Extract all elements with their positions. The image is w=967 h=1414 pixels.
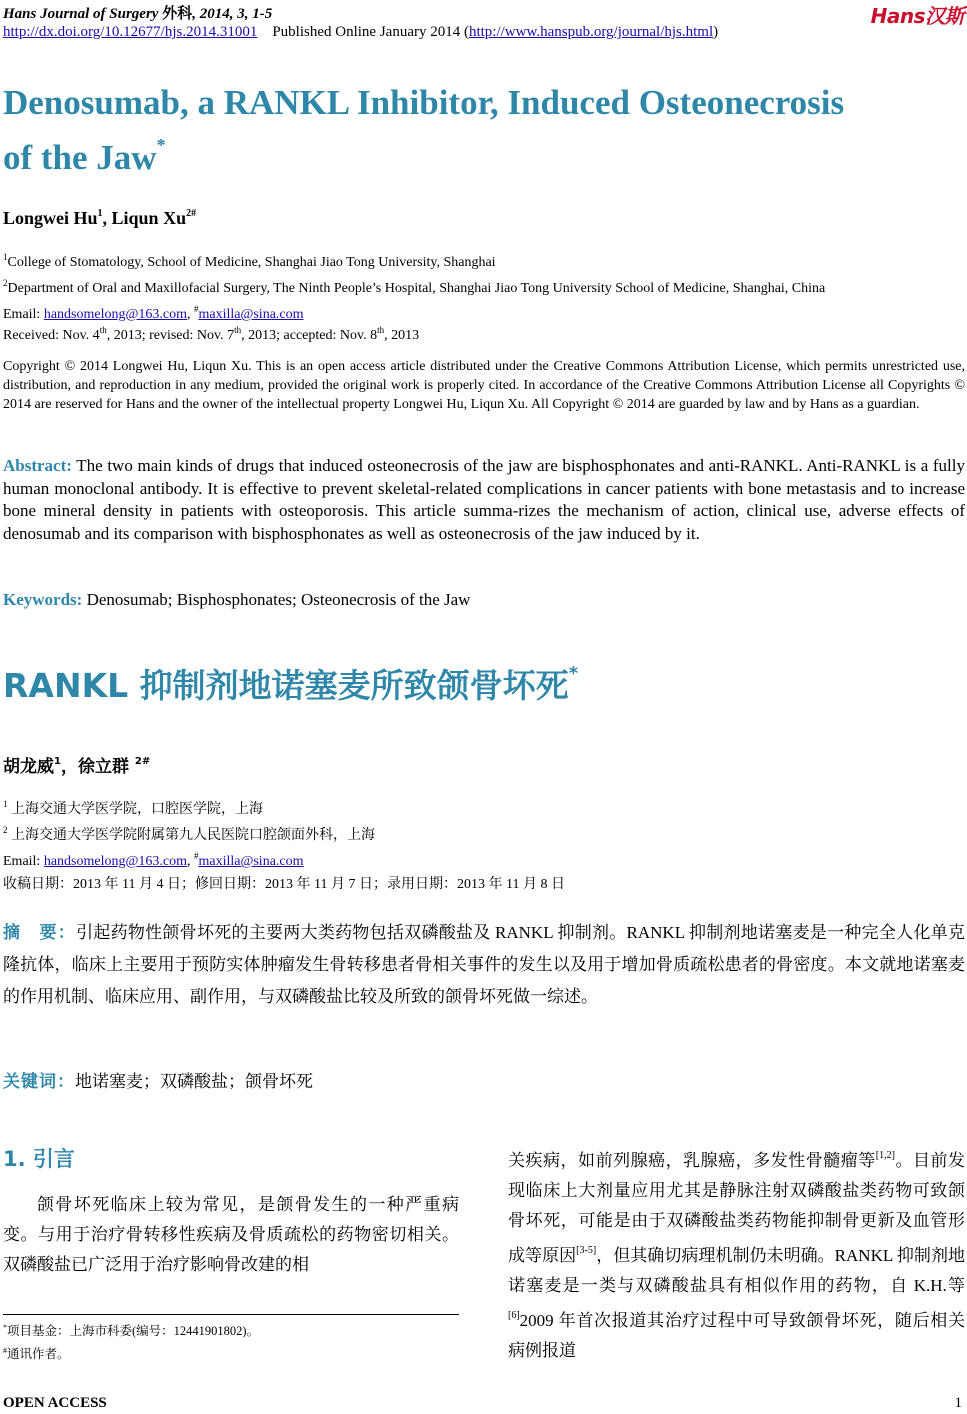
author-2-sup: 2# <box>186 208 197 219</box>
aff1-sup: 1 <box>3 252 8 262</box>
keywords-cn-text: 地诺塞麦；双磷酸盐；颌骨坏死 <box>75 1072 313 1091</box>
keywords-en <box>3 590 470 610</box>
revised-date: , 2013; revised: Nov. 7 <box>106 328 235 343</box>
citation-3: [6] <box>508 1310 520 1321</box>
abstract-cn-text: 引起药物性颌骨坏死的主要两大类药物包括双磷酸盐及 RANKL 抑制剂。RANKL 抑制剂地诺塞麦是一种完全人化单克隆抗体，临床上主要用于预防实体肿瘤发生骨转移患者骨相关事件的发生以及用于增加骨质疏松患者的骨密度。本文就地诺塞麦的作用机制、临床应用、副作用，与双磷酸盐比较及所致的颌骨坏死做一综述。 <box>3 923 966 1006</box>
citation-2: [3-5] <box>576 1245 597 1256</box>
intro-text-2: 。目前发现临床上大剂量应用尤其是静脉注射双磷酸盐类药物可致颌骨坏死，可能是由于双磷酸盐类药物能抑制骨更新及血管形成等原因 <box>508 1151 966 1265</box>
author-cn-2: 徐立群 <box>77 757 129 777</box>
author-2: Liqun Xu <box>111 208 187 228</box>
email-label: Email: <box>3 307 44 322</box>
affiliations-en <box>3 247 965 325</box>
footnote-1-mark: * <box>3 1323 7 1332</box>
email-cn-sep: , <box>186 854 194 869</box>
received-date: Received: Nov. 4 <box>3 328 100 343</box>
affiliation-cn-2: 上海交通大学医学院附属第九人民医院口腔颌面外科，上海 <box>11 828 375 843</box>
aff-cn-1-sup: 1 <box>3 799 8 809</box>
abstract-en <box>3 455 965 545</box>
keywords-cn <box>3 1067 313 1092</box>
footnote-corresponding: 通讯作者。 <box>7 1347 70 1361</box>
abstract-text: The two main kinds of drugs that induced osteonecrosis of the jaw are bisphosphonates and anti-RANKL. Anti-RANKL is a fully human monoclonal antibody. It is effective to prevent skeletal-related complications in cancer patients with bone metastasis and to increase bone mineral density in patients with osteoporosis. This article summa-rizes the mechanism of action, clinical use, adverse effects of denosumab and its comparison with bisphosphonates as well as osteonecrosis of the jaw induced by it. <box>3 456 965 543</box>
title-cn-text: RANKL 抑制剂地诺塞麦所致颌骨坏死 <box>3 666 569 705</box>
footnote-2-mark: # <box>3 1346 7 1355</box>
aff-cn-2-sup: 2 <box>3 825 8 835</box>
email-link-2[interactable]: maxilla@sina.com <box>198 307 304 322</box>
email-cn-link-1[interactable]: handsomelong@163.com <box>43 854 187 869</box>
email-link-1[interactable]: handsomelong@163.com <box>43 307 187 322</box>
email-cn-link-2[interactable]: maxilla@sina.com <box>198 854 304 869</box>
author-cn-2-sup: 2# <box>134 756 151 767</box>
email-sep: , <box>186 307 194 322</box>
footnote-divider <box>3 1314 459 1315</box>
author-cn-1: 胡龙威 <box>3 757 54 777</box>
author-cn-sep: ， <box>60 757 78 777</box>
title-line-1: Denosumab, a RANKL Inhibitor, Induced Osteonecrosis <box>3 83 845 122</box>
authors-en <box>3 208 196 229</box>
abstract-cn-label: 摘 要： <box>3 923 77 943</box>
open-access-label: OPEN ACCESS <box>3 1395 107 1411</box>
title-cn-mark: * <box>568 663 579 684</box>
abstract-label: Abstract: <box>3 456 72 475</box>
email-cn-label: Email: <box>3 854 44 869</box>
keywords-text: Denosumab; Bisphosphonates; Osteonecrosis of the Jaw <box>82 590 471 609</box>
footnote-funding: 项目基金：上海市科委(编号：12441901802)。 <box>7 1324 260 1338</box>
doi-link[interactable]: http://dx.doi.org/10.12677/hjs.2014.31001 <box>3 24 258 40</box>
email2-sup: # <box>193 304 199 314</box>
dates-cn: 收稿日期：2013 年 11 月 4 日；修回日期：2013 年 11 月 7 日；录用日期：2013 年 11 月 8 日 <box>3 877 565 892</box>
journal-header <box>3 2 272 23</box>
section-heading-intro: 1. 引言 <box>3 1147 75 1171</box>
affiliations-cn <box>3 794 965 872</box>
close-paren: ) <box>713 24 719 40</box>
affiliation-2: Department of Oral and Maxillofacial Surgery, The Ninth People’s Hospital, Shanghai Jiao Tong University School of Medicine, Shanghai, China <box>7 281 826 296</box>
page-number: 1 <box>954 1395 962 1411</box>
footnotes <box>3 1318 259 1364</box>
published-date: Published Online January 2014 ( <box>272 24 469 40</box>
intro-text-3: ，但其确切病理机制仍未明确。RANKL 抑制剂地诺塞麦是一类与双磷酸盐具有相似作用的药物，自 K.H.等 <box>508 1246 965 1295</box>
affiliation-1: College of Stomatology, School of Medicine, Shanghai Jiao Tong University, Shanghai <box>7 255 496 270</box>
journal-name-cn: 外科 <box>162 6 193 22</box>
date-sup-2: th <box>234 325 242 335</box>
title-line-2: of the Jaw <box>3 138 157 177</box>
intro-left-column: 颌骨坏死临床上较为常见，是颌骨发生的一种严重病变。与用于治疗骨转移性疾病及骨质疏松的药物密切相关。双磷酸盐已广泛用于治疗影响骨改建的相 <box>3 1195 459 1274</box>
journal-link[interactable]: http://www.hanspub.org/journal/hjs.html <box>468 24 714 40</box>
authors-cn <box>3 752 150 777</box>
date-sup-1: th <box>99 325 107 335</box>
year: , 2013 <box>384 328 420 343</box>
keywords-cn-label: 关键词： <box>3 1072 75 1092</box>
copyright-notice: Copyright © 2014 Longwei Hu, Liqun Xu. This is an open access article distributed under the Creative Commons Attribution License, which permits unrestricted use, distribution, and reproduction in any medium, provided the original work is properly cited. In accordance of the Creative Commons Attribution License all Copyrights © 2014 are reserved for Hans and the owner of the intellectual property Longwei Hu, Liqun Xu. All Copyright © 2014 are guarded by law and by Hans as a guardian. <box>3 359 965 412</box>
author-1: Longwei Hu <box>3 208 98 228</box>
article-title-cn <box>3 660 578 707</box>
article-title-en <box>3 82 963 179</box>
dates-en <box>3 320 419 346</box>
citation-1: [1,2] <box>875 1150 895 1161</box>
title-footnote-mark: * <box>156 135 166 155</box>
keywords-label: Keywords: <box>3 590 83 609</box>
intro-right-column <box>508 1141 965 1366</box>
intro-text-4: 2009 年首次报道其治疗过程中可导致颌骨坏死，随后相关病例报道 <box>508 1311 965 1360</box>
journal-name: Hans Journal of Surgery <box>3 6 159 22</box>
email-cn-2-sup: # <box>193 851 199 861</box>
publication-line <box>3 24 718 41</box>
publisher-logo: Hans汉斯 <box>870 4 964 28</box>
intro-text-1: 关疾病，如前列腺癌，乳腺癌，多发性骨髓瘤等 <box>508 1151 876 1170</box>
journal-volume: , 2014, 3, 1-5 <box>192 6 273 22</box>
abstract-cn <box>3 917 965 1013</box>
date-sup-3: th <box>377 325 385 335</box>
accepted-date: , 2013; accepted: Nov. 8 <box>241 328 378 343</box>
author-sep: , <box>102 208 112 228</box>
affiliation-cn-1: 上海交通大学医学院，口腔医学院，上海 <box>11 802 263 817</box>
author-1-sup: 1 <box>97 208 103 219</box>
aff2-sup: 2 <box>3 278 8 288</box>
author-cn-1-sup: 1 <box>54 756 61 767</box>
